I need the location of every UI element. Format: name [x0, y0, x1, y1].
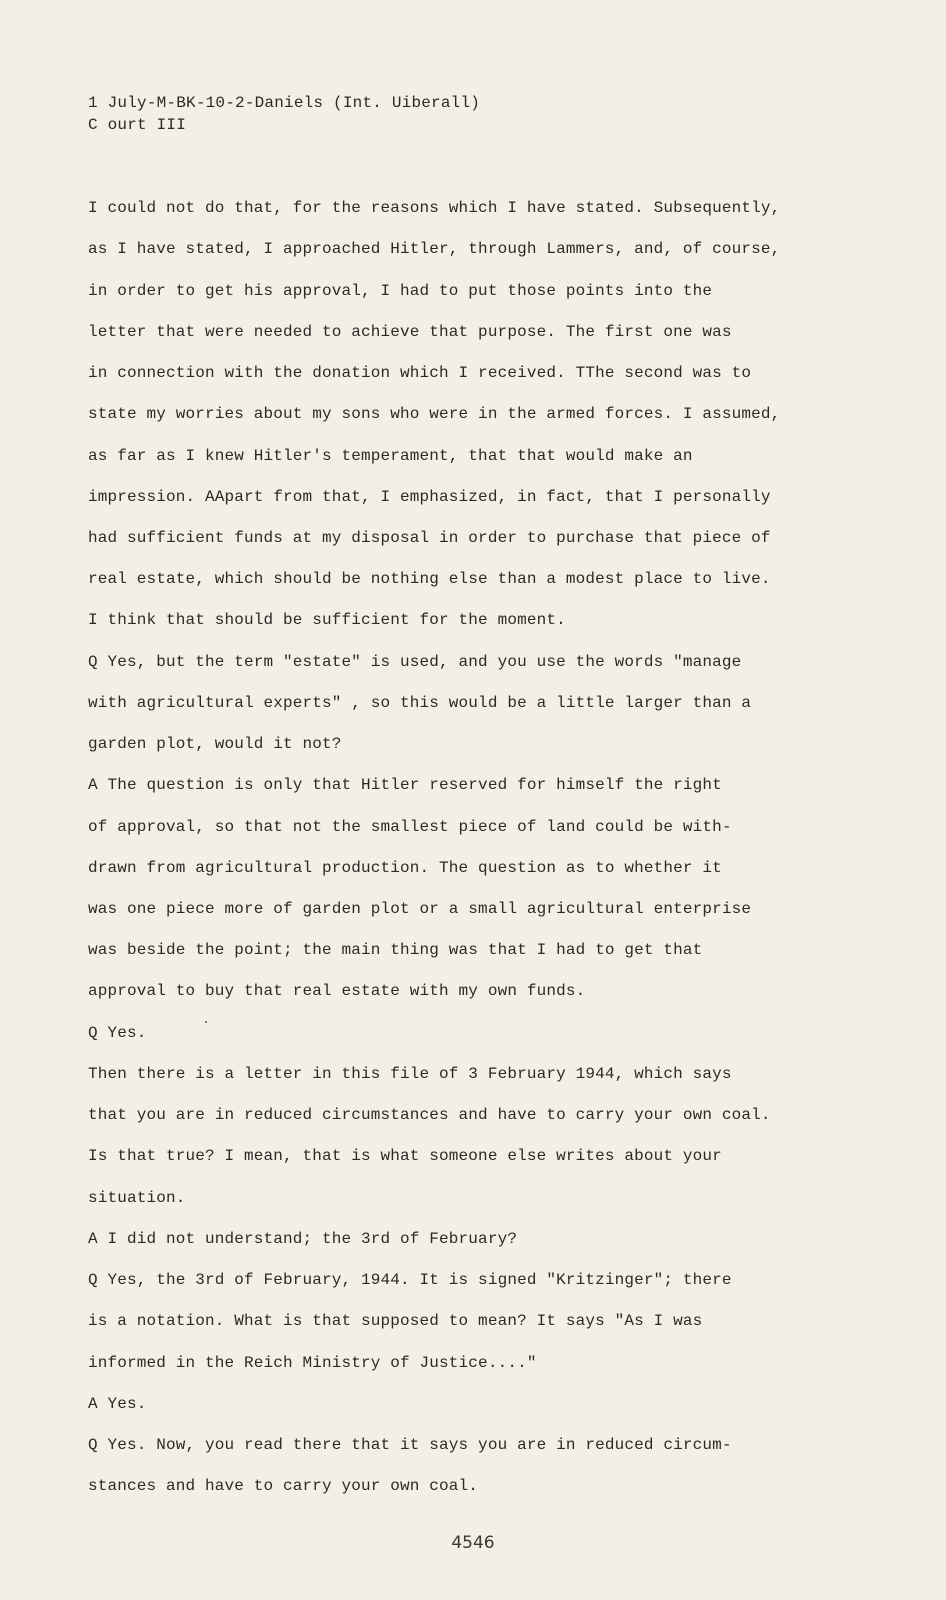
text-line: Then there is a letter in this file of 3 February 1944, which says	[88, 1065, 732, 1083]
text-line: was beside the point; the main thing was that I had to get that	[88, 941, 703, 959]
text-line: Q Yes. Now, you read there that it says you are in reduced circum-	[88, 1436, 732, 1454]
text-line: state my worries about my sons who were in the armed forces. I assumed,	[88, 405, 781, 423]
header-line-2: C ourt III	[88, 116, 187, 134]
text-line: Q Yes.	[88, 1024, 147, 1042]
text-line: with agricultural experts" , so this would be a little larger than a	[88, 694, 752, 712]
text-line: drawn from agricultural production. The question as to whether it	[88, 859, 722, 877]
text-line: A The question is only that Hitler reserved for himself the right	[88, 776, 722, 794]
text-line: garden plot, would it not?	[88, 735, 342, 753]
text-line: A I did not understand; the 3rd of February?	[88, 1230, 518, 1248]
text-line: had sufficient funds at my disposal in order to purchase that piece of	[88, 529, 771, 547]
text-line: I think that should be sufficient for the moment.	[88, 611, 566, 629]
text-line: that you are in reduced circumstances and have to carry your own coal.	[88, 1106, 771, 1124]
text-line: I could not do that, for the reasons which I have stated. Subsequently,	[88, 199, 781, 217]
text-line: is a notation. What is that supposed to mean? It says "As I was	[88, 1312, 703, 1330]
text-line: real estate, which should be nothing else than a modest place to live.	[88, 570, 771, 588]
text-line: informed in the Reich Ministry of Justice...."	[88, 1354, 537, 1372]
document-header	[88, 92, 480, 136]
text-line: approval to buy that real estate with my own funds.	[88, 982, 586, 1000]
text-line: Q Yes, the 3rd of February, 1944. It is signed "Kritzinger"; there	[88, 1271, 732, 1289]
text-line: of approval, so that not the smallest piece of land could be with-	[88, 818, 732, 836]
text-line: as I have stated, I approached Hitler, through Lammers, and, of course,	[88, 240, 781, 258]
page-number: 4546	[451, 1533, 495, 1553]
text-line: impression. AApart from that, I emphasized, in fact, that I personally	[88, 488, 771, 506]
text-line: in connection with the donation which I received. TThe second was to	[88, 364, 752, 382]
text-line: situation.	[88, 1189, 186, 1207]
text-line: stances and have to carry your own coal.	[88, 1477, 479, 1495]
text-line: Is that true? I mean, that is what someone else writes about your	[88, 1147, 722, 1165]
ink-speck	[205, 1021, 207, 1023]
text-line: A Yes.	[88, 1395, 147, 1413]
text-line: in order to get his approval, I had to put those points into the	[88, 282, 713, 300]
header-line-1: 1 July-M-BK-10-2-Daniels (Int. Uiberall)	[88, 94, 481, 112]
text-line: Q Yes, but the term "estate" is used, and you use the words "manage	[88, 653, 742, 671]
text-line: was one piece more of garden plot or a small agricultural enterprise	[88, 900, 752, 918]
text-line: as far as I knew Hitler's temperament, that that would make an	[88, 447, 693, 465]
text-line: letter that were needed to achieve that purpose. The first one was	[88, 323, 732, 341]
